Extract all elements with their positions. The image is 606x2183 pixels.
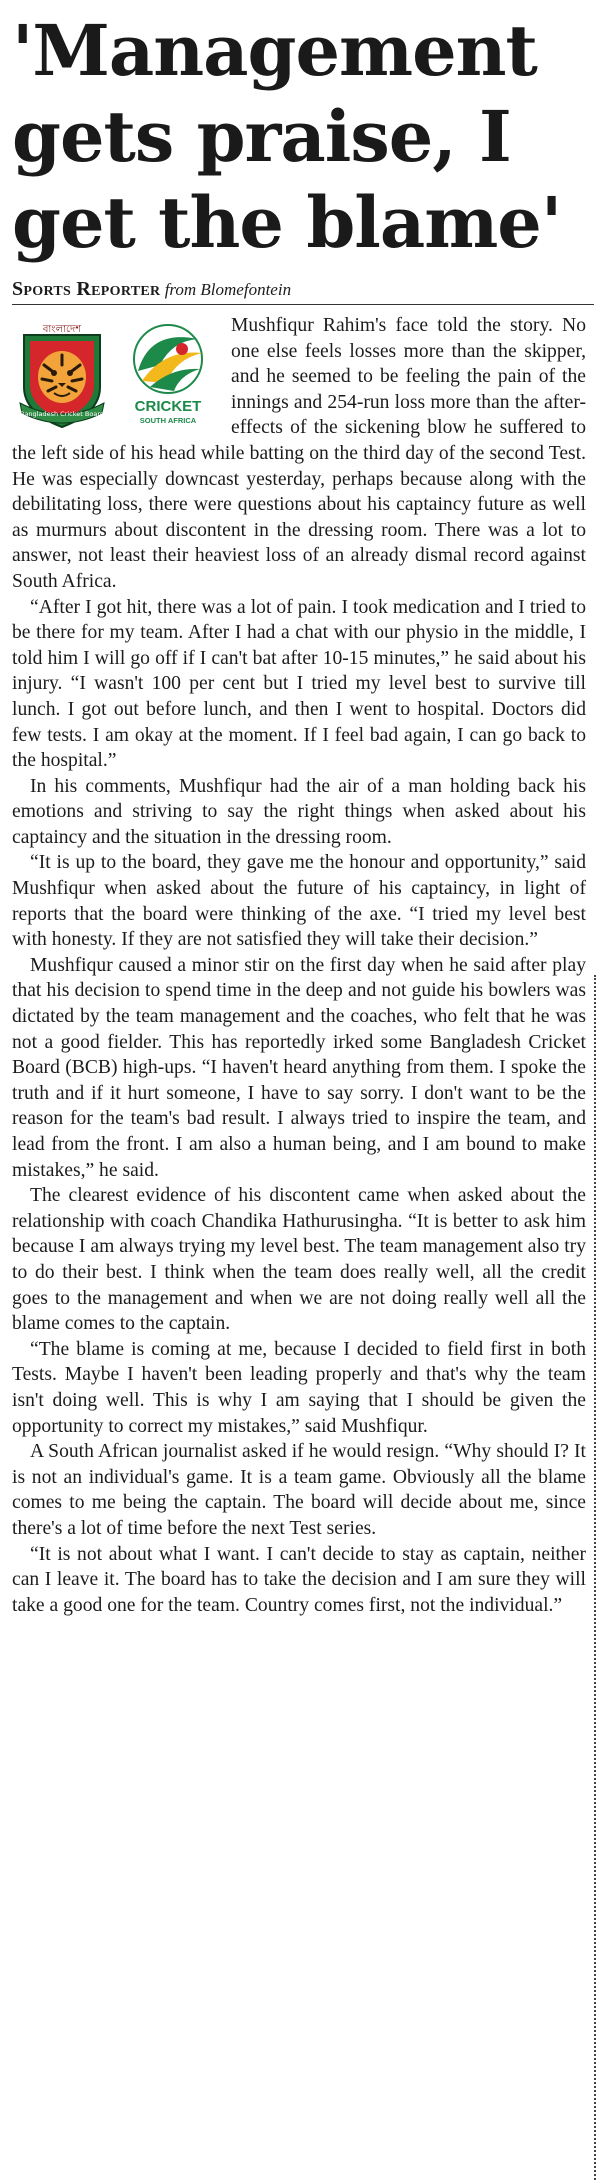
bcb-arc-text: বাংলাদেশ	[42, 324, 82, 335]
article-paragraph: “After I got hit, there was a lot of pain. I took medication and I tried to be there for my team. After I had a chat with our physio in the middle, I told him I will go off if I can't bat after 10-15 minutes,” he said about his injury. “I wasn't 100 per cent but I tried my level best to survive till lunch. I got out before lunch, and then I went to hospital. Doctors did few tests. I am okay at the moment. If I feel bad again, I can go back to the hospital.”	[12, 596, 586, 772]
csa-name: CRICKET	[134, 398, 202, 415]
article-paragraph: “It is not about what I want. I can't decide to stay as captain, neither can I leave it. The board has to take the decision and I am sure they will take a good one for the team. Country comes first, not the individual.”	[12, 1543, 586, 1616]
csa-sub: SOUTH AFRICA	[139, 416, 197, 425]
column-divider	[594, 975, 596, 2180]
article-paragraph: Mushfiqur Rahim's face told the story. No one else feels losses more than the skipper, and he seemed to be feeling the pain of the innings and 254-run loss more than the after-effects of the sickening blow he suffered to the left side of his head while batting on the third day of the second Test. He was especially downcast yesterday, perhaps because along with the debilitating loss, there were questions about his captaincy future as well as murmurs about discontent in the dressing room. There was a lot to answer, not least their heaviest loss of an already dismal record against South Africa.	[12, 315, 586, 592]
byline-location: from Blomefontein	[164, 280, 292, 299]
article-paragraph: “It is up to the board, they gave me the honour and opportunity,” said Mushfiqur when asked about the future of his captaincy, in light of reports that the board were thinking of the axe. “I tried my level best with honesty. If they are not satisfied they will take their decision.”	[12, 852, 586, 951]
byline-reporter: Sports Reporter	[12, 278, 161, 300]
bangladesh-cricket-board-tiger-logo	[14, 321, 110, 431]
article-body	[12, 313, 594, 1618]
article-paragraph: In his comments, Mushfiqur had the air of a man holding back his emotions and striving to say the right things when asked about his captaincy and the situation in the dressing room.	[12, 775, 586, 848]
team-logos	[12, 317, 219, 435]
article-paragraph: The clearest evidence of his discontent came when asked about the relationship with coach Chandika Hathurusingha. “It is better to ask him because I am always trying my level best. The team management also try to do their best. I think when the team does really well, all the credit goes to the management and when we are not doing really well all the blame comes to the captain.	[12, 1185, 586, 1335]
byline	[12, 278, 594, 305]
article-paragraph: “The blame is coming at me, because I decided to field first in both Tests. Maybe I haven't been leading properly and that's why the team isn't doing well. This is why I am saying that I should be given the opportunity to correct my mistakes,” said Mushfiqur.	[12, 1338, 586, 1437]
article-paragraph: A South African journalist asked if he would resign. “Why should I? It is not an individual's game. It is a team game. Obviously all the blame comes to me being the captain. The board will decide about me, since there's a lot of time before the next Test series.	[12, 1441, 586, 1539]
headline: 'Management gets praise, I get the blame'	[12, 9, 562, 264]
bcb-ribbon-text: Bangladesh Cricket Board	[19, 410, 105, 418]
cricket-south-africa-logo	[120, 319, 216, 431]
article-paragraph: Mushfiqur caused a minor stir on the first day when he said after play that his decision to spend time in the deep and not guide his bowlers was dictated by the team management and the coaches, who felt that he was not a good fielder. This has reportedly irked some Bangladesh Cricket Board (BCB) high-ups. “I haven't heard anything from them. I spoke the truth and if it hurt someone, I have to say sorry. I don't want to be the reason for the team's bad result. I always tried to inspire the team, and lead from the front. I am also a human being, and I am bound to make mistakes,” he said.	[12, 954, 586, 1181]
